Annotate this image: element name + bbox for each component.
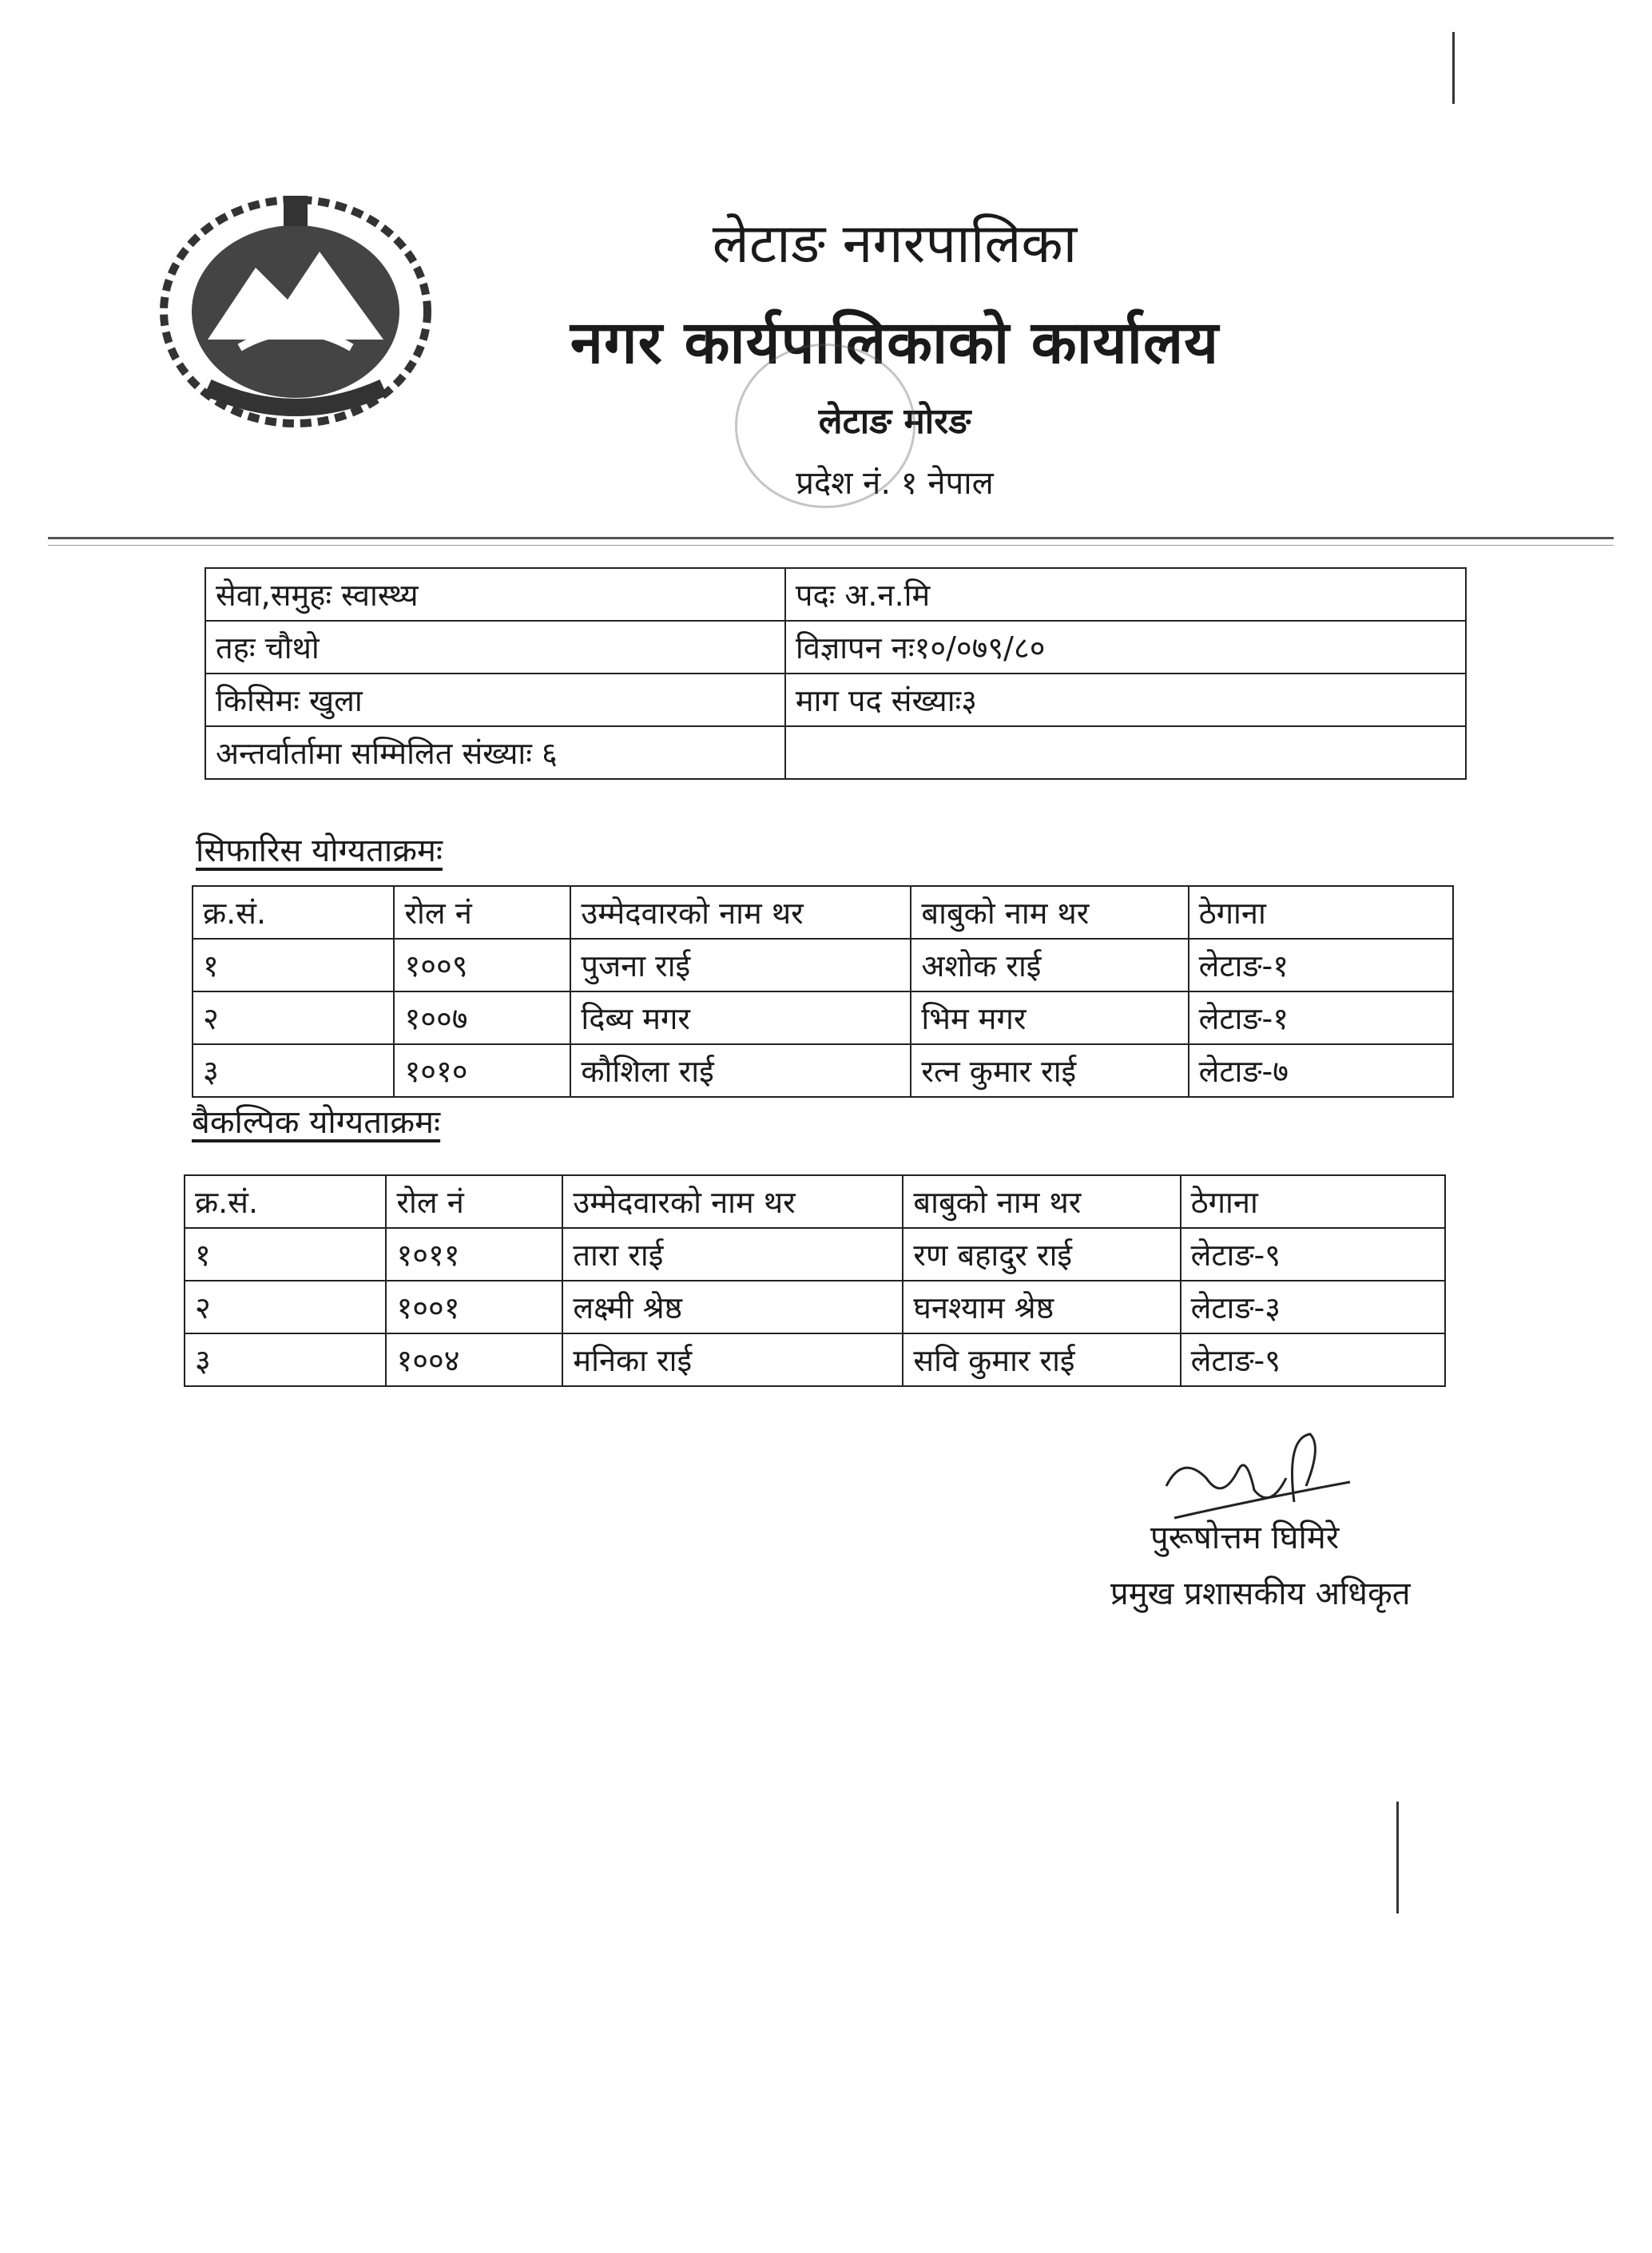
roll-cell: १००१ — [386, 1281, 562, 1333]
table-row — [193, 991, 1453, 1044]
address-cell: लेटाङ-९ — [1181, 1333, 1445, 1386]
column-header: उम्मेदवारको नाम थर — [562, 1175, 903, 1228]
municipality-title: लेटाङ नगरपालिका — [712, 213, 1078, 276]
alternate-heading: बैकल्पिक योग्यताक्रमः — [192, 1104, 441, 1141]
interview-count-cell: अन्तर्वार्तामा सम्मिलित संख्याः ६ — [205, 726, 785, 779]
vacancy-info-table — [205, 567, 1467, 780]
header-divider-thin — [48, 545, 1614, 546]
table-row — [185, 1333, 1445, 1386]
serial-cell: ३ — [185, 1333, 386, 1386]
office-location: लेटाङ मोरङ — [818, 401, 971, 442]
service-group-cell: सेवा,समुहः स्वास्थ्य — [205, 568, 785, 621]
candidate-name-cell: पुजना राई — [570, 939, 911, 991]
signatory-name: पुरूषोत्तम घिमिरे — [1150, 1520, 1340, 1556]
empty-cell — [785, 726, 1466, 779]
table-row — [193, 1044, 1453, 1097]
table-row — [193, 939, 1453, 991]
scan-edge-mark — [1396, 1802, 1399, 1913]
column-header: ठेगाना — [1181, 1175, 1445, 1228]
address-cell: लेटाङ-३ — [1181, 1281, 1445, 1333]
table-header-row — [185, 1175, 1445, 1228]
column-header: रोल नं — [394, 886, 570, 939]
table-header-row — [193, 886, 1453, 939]
nepal-emblem-icon — [152, 180, 439, 439]
column-header: क्र.सं. — [185, 1175, 386, 1228]
demand-posts-cell: माग पद संख्याः३ — [785, 674, 1466, 726]
serial-cell: १ — [185, 1228, 386, 1281]
candidate-name-cell: कौशिला राई — [570, 1044, 911, 1097]
column-header: रोल नं — [386, 1175, 562, 1228]
address-cell: लेटाङ-१ — [1189, 991, 1453, 1044]
column-header: उम्मेदवारको नाम थर — [570, 886, 911, 939]
candidate-name-cell: दिब्य मगर — [570, 991, 911, 1044]
roll-cell: १००७ — [394, 991, 570, 1044]
column-header: बाबुको नाम थर — [911, 886, 1188, 939]
recommended-table — [192, 885, 1454, 1098]
level-cell: तहः चौथो — [205, 621, 785, 674]
candidate-name-cell: लक्ष्मी श्रेष्ठ — [562, 1281, 903, 1333]
header-divider — [48, 537, 1614, 539]
roll-cell: १०११ — [386, 1228, 562, 1281]
advertisement-cell: विज्ञापन नः१०/०७९/८० — [785, 621, 1466, 674]
alternate-table — [184, 1174, 1446, 1387]
office-title: नगर कार्यपालिकाको कार्यालय — [570, 308, 1220, 377]
office-stamp — [735, 344, 915, 508]
serial-cell: १ — [193, 939, 394, 991]
father-name-cell: भिम मगर — [911, 991, 1188, 1044]
father-name-cell: सवि कुमार राई — [903, 1333, 1180, 1386]
recommended-heading: सिफारिस योग्यताक्रमः — [196, 832, 443, 869]
father-name-cell: रण बहादुर राई — [903, 1228, 1180, 1281]
serial-cell: २ — [185, 1281, 386, 1333]
column-header: ठेगाना — [1189, 886, 1453, 939]
serial-cell: २ — [193, 991, 394, 1044]
address-cell: लेटाङ-७ — [1189, 1044, 1453, 1097]
father-name-cell: अशोक राई — [911, 939, 1188, 991]
roll-cell: १००४ — [386, 1333, 562, 1386]
candidate-name-cell: मनिका राई — [562, 1333, 903, 1386]
roll-cell: १०१० — [394, 1044, 570, 1097]
table-row — [185, 1228, 1445, 1281]
post-cell: पदः अ.न.मि — [785, 568, 1466, 621]
father-name-cell: रत्न कुमार राई — [911, 1044, 1188, 1097]
father-name-cell: घनश्याम श्रेष्ठ — [903, 1281, 1180, 1333]
column-header: बाबुको नाम थर — [903, 1175, 1180, 1228]
column-header: क्र.सं. — [193, 886, 394, 939]
scan-edge-mark — [1452, 32, 1455, 104]
signatory-title: प्रमुख प्रशासकीय अधिकृत — [1110, 1576, 1411, 1612]
type-cell: किसिमः खुला — [205, 674, 785, 726]
province-line: प्रदेश नं. १ नेपाल — [796, 465, 994, 502]
serial-cell: ३ — [193, 1044, 394, 1097]
table-row — [185, 1281, 1445, 1333]
candidate-name-cell: तारा राई — [562, 1228, 903, 1281]
address-cell: लेटाङ-१ — [1189, 939, 1453, 991]
roll-cell: १००९ — [394, 939, 570, 991]
address-cell: लेटाङ-९ — [1181, 1228, 1445, 1281]
